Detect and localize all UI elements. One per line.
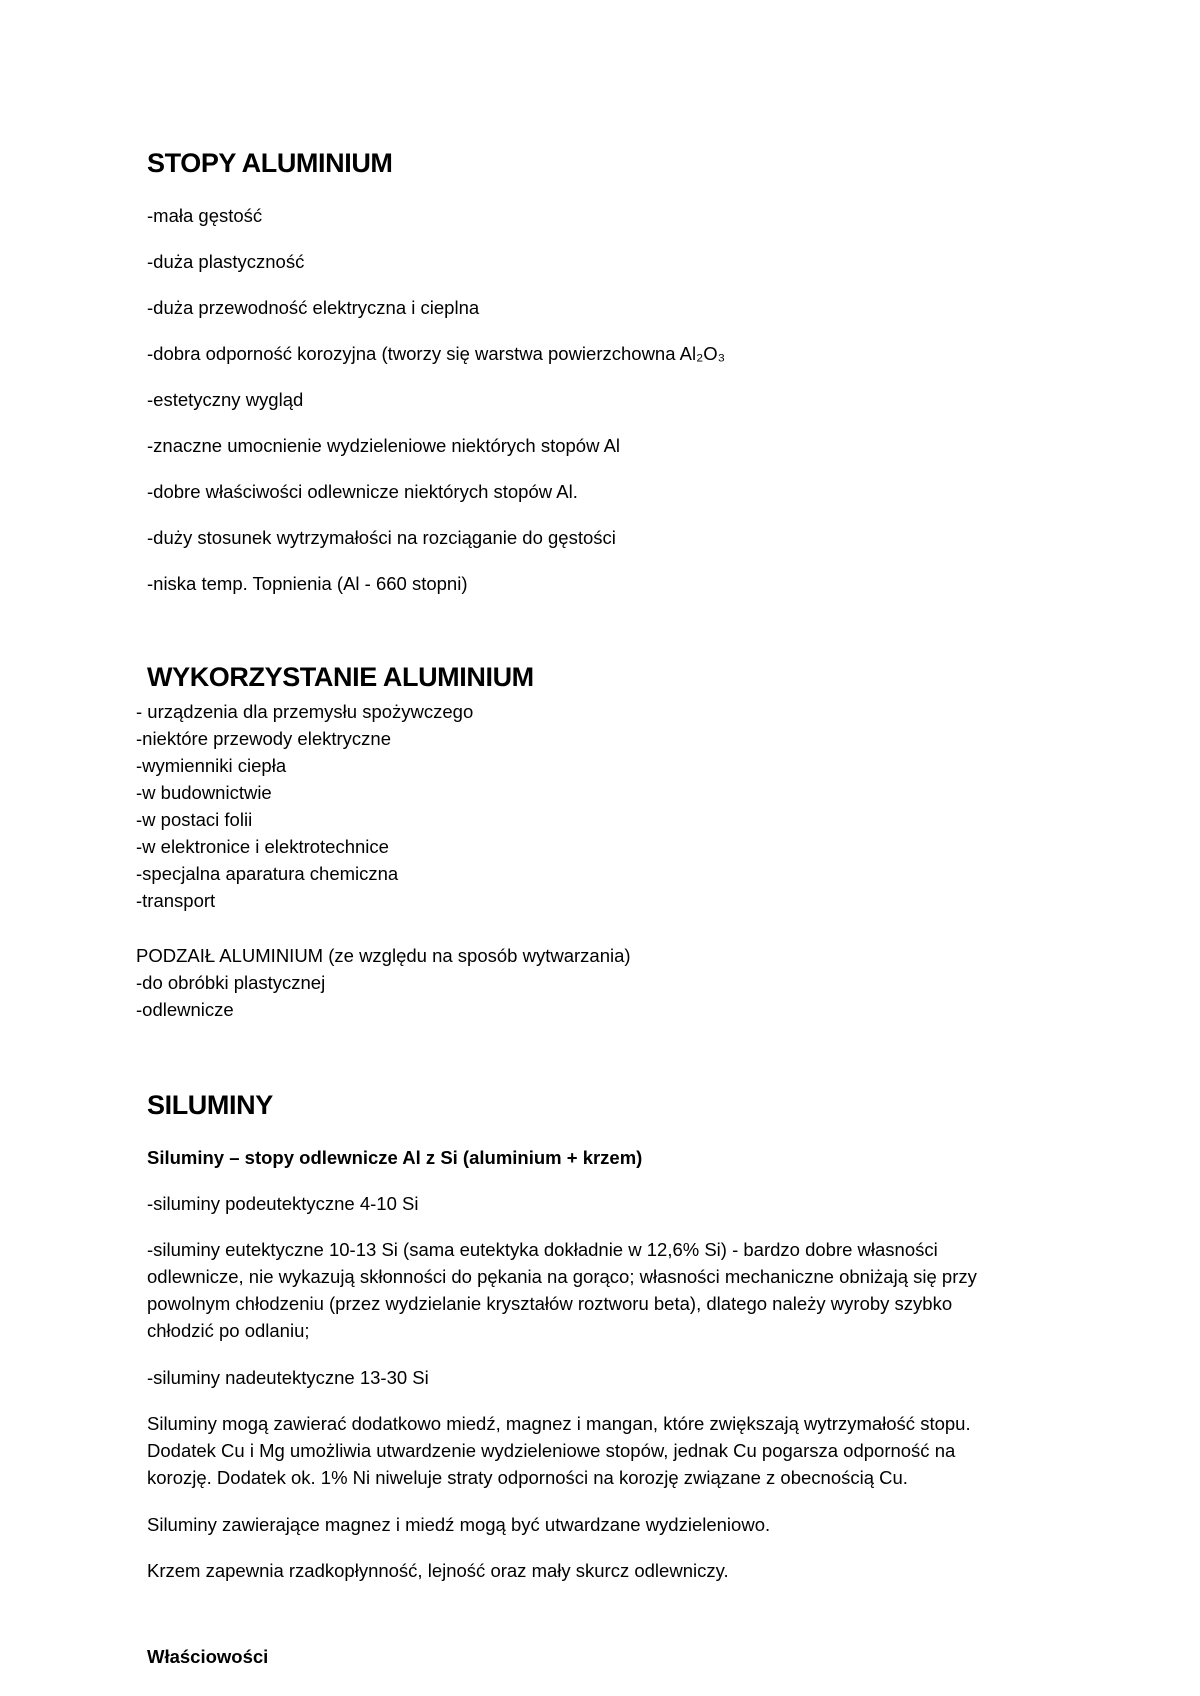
list-item: -odlewnicze <box>136 999 234 1020</box>
section-title-stopy-aluminium: STOPY ALUMINIUM <box>147 148 393 178</box>
list-item: -duży stosunek wytrzymałości na rozciąganie do gęstości <box>147 527 616 548</box>
paragraph-line: chłodzić po odlaniu; <box>147 1320 310 1341</box>
list-item: - urządzenia dla przemysłu spożywczego <box>136 701 474 722</box>
paragraph-utwardzanie: Siluminy zawierające magnez i miedź mogą być utwardzane wydzieleniowo. <box>147 1514 771 1535</box>
list-item: -dobre właściwości odlewnicze niektórych stopów Al. <box>147 481 578 502</box>
paragraph-line: -siluminy eutektyczne 10-13 Si (sama eutektyka dokładnie w 12,6% Si) - bardzo dobre własności <box>147 1239 938 1260</box>
list-item: -duża przewodność elektryczna i cieplna <box>147 297 480 318</box>
list-item: -wymienniki ciepła <box>136 755 287 776</box>
paragraph-line: Dodatek Cu i Mg umożliwia utwardzenie wydzieleniowe stopów, jednak Cu pogarsza odporność na <box>147 1440 956 1461</box>
paragraph-line: Siluminy mogą zawierać dodatkowo miedź, magnez i mangan, które zwiększają wytrzymałość stopu. <box>147 1413 971 1434</box>
list-item: -znaczne umocnienie wydzieleniowe niektórych stopów Al <box>147 435 621 456</box>
list-item: -niektóre przewody elektryczne <box>136 728 391 749</box>
list-item: -siluminy nadeutektyczne 13-30 Si <box>147 1367 429 1388</box>
list-item: -estetyczny wygląd <box>147 389 304 410</box>
list-item: -dobra odporność korozyjna (tworzy się warstwa powierzchowna Al₂O₃ <box>147 343 726 364</box>
list-item: -niska temp. Topnienia (Al - 660 stopni) <box>147 573 468 594</box>
section-title-wykorzystanie-aluminium: WYKORZYSTANIE ALUMINIUM <box>147 662 534 692</box>
siluminy-definition: Siluminy – stopy odlewnicze Al z Si (aluminium + krzem) <box>147 1147 643 1168</box>
list-item: -w budownictwie <box>136 782 272 803</box>
list-item: -do obróbki plastycznej <box>136 972 326 993</box>
list-item: -specjalna aparatura chemiczna <box>136 863 399 884</box>
paragraph-line: powolnym chłodzeniu (przez wydzielanie kryształów roztworu beta), dlatego należy wyroby szybko <box>147 1293 953 1314</box>
podzial-heading: PODZAIŁ ALUMINIUM (ze względu na sposób wytwarzania) <box>136 945 631 966</box>
paragraph-line: korozję. Dodatek ok. 1% Ni niweluje straty odporności na korozję związane z obecnością Cu. <box>147 1467 908 1488</box>
list-item: -mała gęstość <box>147 205 263 226</box>
paragraph-dodatki <box>147 1410 1067 1491</box>
list-item: -w elektronice i elektrotechnice <box>136 836 389 857</box>
heading-wlasciwosci: Właściowości <box>147 1646 269 1667</box>
paragraph-line: odlewnicze, nie wykazują skłonności do pękania na gorąco; własności mechaniczne obniżają się przy <box>147 1266 977 1287</box>
list-item: -duża plastyczność <box>147 251 305 272</box>
paragraph-krzem: Krzem zapewnia rzadkopłynność, lejność oraz mały skurcz odlewniczy. <box>147 1560 729 1581</box>
section-title-siluminy: SILUMINY <box>147 1090 273 1120</box>
list-item: -transport <box>136 890 216 911</box>
list-item: -siluminy podeutektyczne 4-10 Si <box>147 1193 419 1214</box>
list-item: -w postaci folii <box>136 809 253 830</box>
paragraph-siluminy-eutektyczne <box>147 1236 1067 1344</box>
